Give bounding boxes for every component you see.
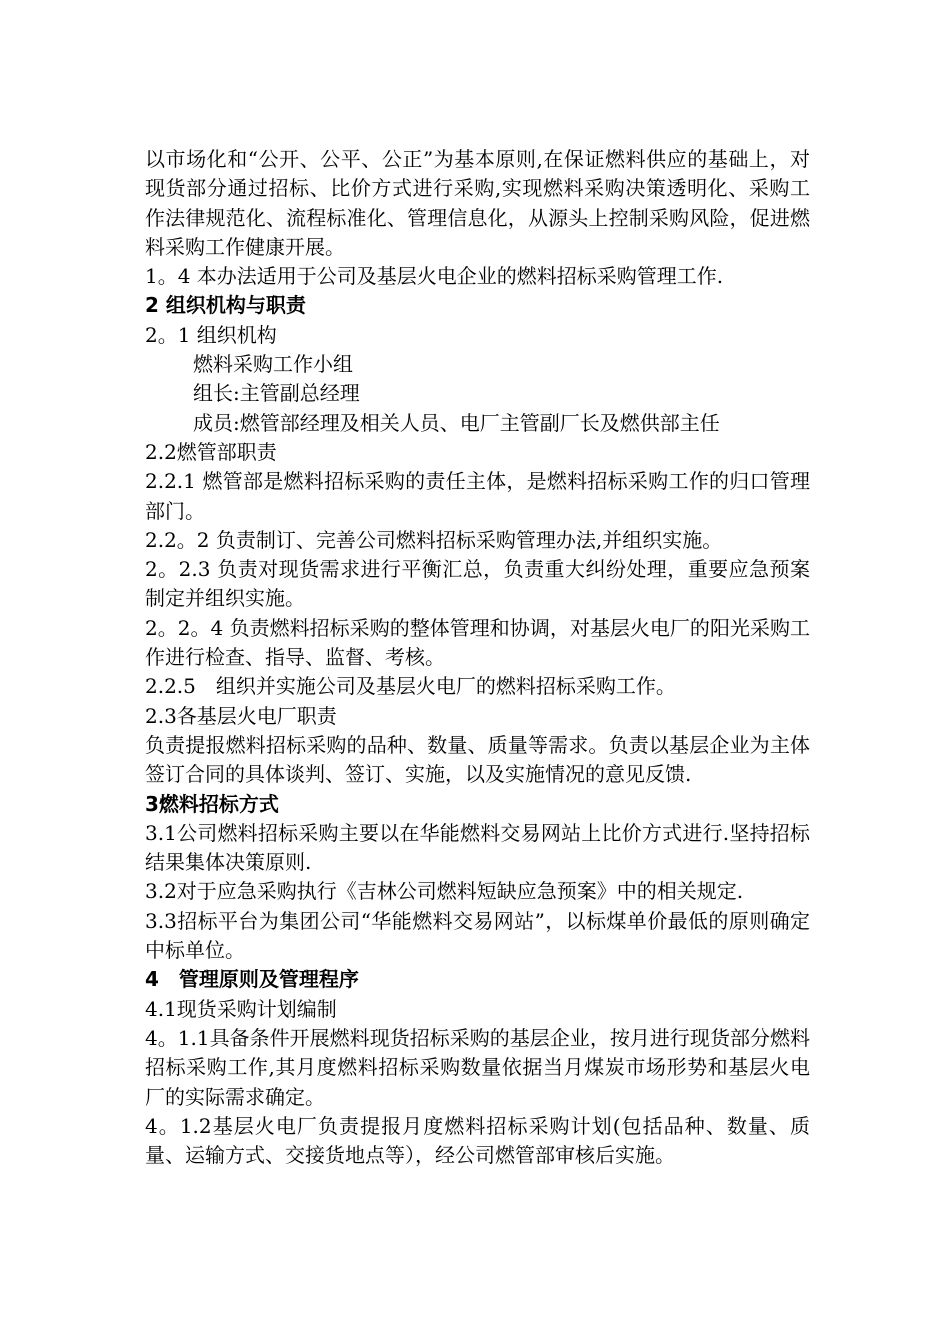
clause-1-4: 1。4 本办法适用于公司及基层火电企业的燃料招标采购管理工作. — [145, 264, 724, 289]
clause-2-2-5: 2.2.5 组织并实施公司及基层火电厂的燃料招标采购工作。 — [145, 674, 676, 699]
clause-2-2: 2.2燃管部职责 — [145, 439, 277, 464]
working-group-leader: 组长:主管副总经理 — [193, 381, 360, 406]
clause-3-3: 3.3招标平台为集团公司“华能燃料交易网站”，以标煤单价最低的原则确定中标单位。 — [145, 908, 810, 963]
clause-2-3: 2.3各基层火电厂职责 — [145, 703, 337, 728]
clause-2-2-2: 2.2。2 负责制订、完善公司燃料招标采购管理办法,并组织实施。 — [145, 527, 723, 552]
clause-4-1-2: 4。1.2基层火电厂负责提报月度燃料招标采购计划(包括品种、数量、质量、运输方式、交接货地点等），经公司燃管部审核后实施。 — [145, 1113, 810, 1168]
clause-2-2-4: 2。2。4 负责燃料招标采购的整体管理和协调，对基层火电厂的阳光采购工作进行检查、指导、监督、考核。 — [145, 615, 810, 670]
section-heading-3: 3燃料招标方式 — [145, 791, 279, 816]
clause-2-2-3: 2。2.3 负责对现货需求进行平衡汇总，负责重大纠纷处理，重要应急预案制定并组织实施。 — [145, 557, 810, 611]
section-heading-4: 4 管理原则及管理程序 — [145, 967, 359, 992]
section-heading-2: 2 组织机构与职责 — [145, 293, 306, 318]
clause-3-1: 3.1公司燃料招标采购主要以在华能燃料交易网站上比价方式进行.坚持招标结果集体决策原则. — [145, 820, 810, 875]
clause-4-1-1: 4。1.1具备条件开展燃料现货招标采购的基层企业，按月进行现货部分燃料招标采购工作,其月度燃料招标采购数量依据当月煤炭市场形势和基层火电厂的实际需求确定。 — [145, 1025, 810, 1109]
clause-2-2-1: 2.2.1 燃管部是燃料招标采购的责任主体，是燃料招标采购工作的归口管理部门。 — [145, 469, 810, 523]
paragraph-principles: 以市场化和“公开、公平、公正”为基本原则,在保证燃料供应的基础上，对现货部分通过招标、比价方式进行采购,实现燃料采购决策透明化、采购工作法律规范化、流程标准化、管理信息化，从源头上控制采购风险，促进燃料采购工作健康开展。 — [145, 147, 810, 259]
working-group-members: 成员:燃管部经理及相关人员、电厂主管副厂长及燃供部主任 — [193, 410, 720, 435]
clause-4-1: 4.1现货采购计划编制 — [145, 996, 337, 1021]
clause-2-1: 2。1 组织机构 — [145, 322, 277, 347]
document-page — [145, 145, 810, 1170]
clause-3-2: 3.2对于应急采购执行《吉林公司燃料短缺应急预案》中的相关规定. — [145, 879, 744, 904]
working-group-name: 燃料采购工作小组 — [193, 352, 353, 377]
clause-2-3-body: 负责提报燃料招标采购的品种、数量、质量等需求。负责以基层企业为主体签订合同的具体谈判、签订、实施，以及实施情况的意见反馈. — [145, 732, 810, 787]
